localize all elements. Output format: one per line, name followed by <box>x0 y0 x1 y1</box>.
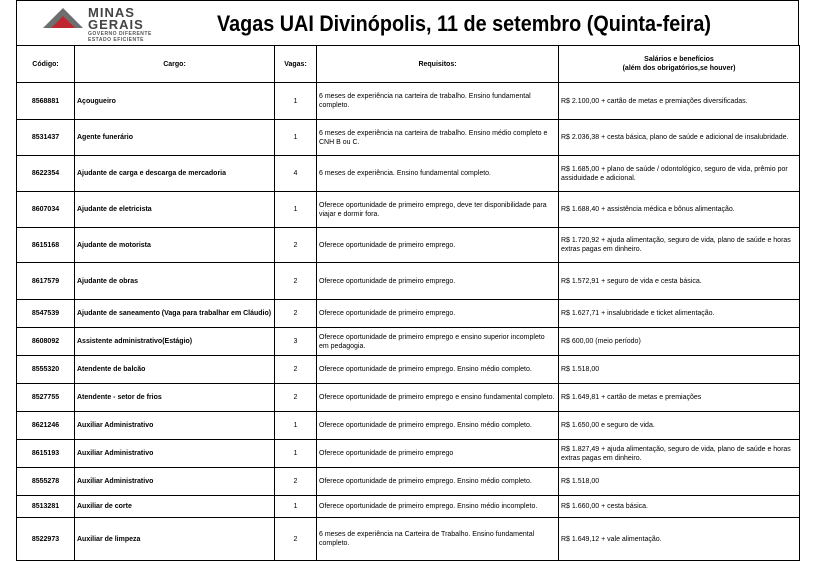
job-requirements: Oferece oportunidade de primeiro emprego. <box>317 228 559 263</box>
table-row <box>17 496 800 518</box>
table-row <box>17 440 800 468</box>
page-header <box>16 0 799 45</box>
job-title: Ajudante de eletricista <box>75 192 275 228</box>
job-requirements: 6 meses de experiência na carteira de trabalho. Ensino fundamental completo. <box>317 83 559 120</box>
logo-tagline1: GOVERNO DIFERENTE <box>88 31 152 37</box>
salarios-header-line2: (além dos obrigatórios,se houver) <box>622 65 736 72</box>
table-row <box>17 120 800 156</box>
job-openings: 1 <box>275 440 317 468</box>
job-requirements: 6 meses de experiência na Carteira de Trabalho. Ensino fundamental completo. <box>317 518 559 561</box>
job-title: Auxiliar Administrativo <box>75 468 275 496</box>
job-title: Atendente - setor de frios <box>75 384 275 412</box>
job-title: Assistente administrativo(Estágio) <box>75 328 275 356</box>
job-code: 8527755 <box>17 384 75 412</box>
job-requirements: Oferece oportunidade de primeiro emprego. Ensino médio incompleto. <box>317 496 559 518</box>
job-salary: R$ 1.627,71 + insalubridade e ticket alimentação. <box>559 300 800 328</box>
job-salary: R$ 1.518,00 <box>559 356 800 384</box>
table-row <box>17 156 800 192</box>
job-openings: 2 <box>275 468 317 496</box>
column-header-requisitos: Requisitos: <box>317 46 559 83</box>
job-code: 8607034 <box>17 192 75 228</box>
job-salary: R$ 1.572,91 + seguro de vida e cesta básica. <box>559 263 800 300</box>
job-openings: 1 <box>275 83 317 120</box>
job-openings: 4 <box>275 156 317 192</box>
column-header-code: Código: <box>17 46 75 83</box>
job-salary: R$ 1.827,49 + ajuda alimentação, seguro de vida, plano de saúde e horas extras pagas em dinheiro. <box>559 440 800 468</box>
job-code: 8555278 <box>17 468 75 496</box>
job-salary: R$ 1.650,00 e seguro de vida. <box>559 412 800 440</box>
table-row <box>17 518 800 561</box>
job-requirements: Oferece oportunidade de primeiro emprego, deve ter disponibilidade para viajar e dormir fora. <box>317 192 559 228</box>
job-title: Ajudante de carga e descarga de mercadoria <box>75 156 275 192</box>
table-row <box>17 468 800 496</box>
job-openings: 1 <box>275 496 317 518</box>
column-header-vagas: Vagas: <box>275 46 317 83</box>
logo-name-line1: MINAS <box>88 5 135 20</box>
job-openings: 1 <box>275 192 317 228</box>
job-salary: R$ 1.688,40 + assistência médica e bônus alimentação. <box>559 192 800 228</box>
job-salary: R$ 1.649,81 + cartão de metas e premiações <box>559 384 800 412</box>
minas-gerais-logo <box>43 3 193 43</box>
job-openings: 2 <box>275 356 317 384</box>
job-title: Ajudante de obras <box>75 263 275 300</box>
job-title: Ajudante de motorista <box>75 228 275 263</box>
job-openings: 2 <box>275 518 317 561</box>
job-requirements: Oferece oportunidade de primeiro emprego. Ensino médio completo. <box>317 412 559 440</box>
column-header-salarios <box>559 46 800 83</box>
job-openings: 2 <box>275 228 317 263</box>
job-title: Auxiliar de corte <box>75 496 275 518</box>
job-salary: R$ 1.720,92 + ajuda alimentação, seguro de vida, plano de saúde e horas extras pagas em dinheiro. <box>559 228 800 263</box>
logo-triangle-icon <box>43 6 83 28</box>
job-code: 8615168 <box>17 228 75 263</box>
job-requirements: Oferece oportunidade de primeiro emprego. Ensino médio completo. <box>317 468 559 496</box>
job-requirements: Oferece oportunidade de primeiro emprego <box>317 440 559 468</box>
job-salary: R$ 2.100,00 + cartão de metas e premiações diversificadas. <box>559 83 800 120</box>
job-code: 8547539 <box>17 300 75 328</box>
job-salary: R$ 1.660,00 + cesta básica. <box>559 496 800 518</box>
job-openings: 1 <box>275 120 317 156</box>
job-title: Ajudante de saneamento (Vaga para trabalhar em Cláudio) <box>75 300 275 328</box>
job-openings: 1 <box>275 412 317 440</box>
job-openings: 3 <box>275 328 317 356</box>
salarios-header-line1: Salários e benefícios <box>644 56 714 63</box>
job-title: Auxiliar de limpeza <box>75 518 275 561</box>
job-title: Açougueiro <box>75 83 275 120</box>
table-row <box>17 328 800 356</box>
job-title: Auxiliar Administrativo <box>75 412 275 440</box>
job-code: 8568881 <box>17 83 75 120</box>
table-row <box>17 384 800 412</box>
jobs-table <box>16 45 800 561</box>
job-openings: 2 <box>275 384 317 412</box>
job-title: Auxiliar Administrativo <box>75 440 275 468</box>
job-openings: 2 <box>275 263 317 300</box>
job-code: 8615193 <box>17 440 75 468</box>
job-openings: 2 <box>275 300 317 328</box>
job-requirements: Oferece oportunidade de primeiro emprego e ensino fundamental completo. <box>317 384 559 412</box>
table-row <box>17 412 800 440</box>
job-code: 8621246 <box>17 412 75 440</box>
job-salary: R$ 1.518,00 <box>559 468 800 496</box>
job-requirements: Oferece oportunidade de primeiro emprego. <box>317 300 559 328</box>
job-requirements: Oferece oportunidade de primeiro emprego e ensino superior incompleto em pedagogia. <box>317 328 559 356</box>
job-salary: R$ 600,00 (meio período) <box>559 328 800 356</box>
job-code: 8531437 <box>17 120 75 156</box>
job-code: 8608092 <box>17 328 75 356</box>
table-row <box>17 263 800 300</box>
logo-tagline2: ESTADO EFICIENTE <box>88 37 144 43</box>
table-row <box>17 300 800 328</box>
job-title: Atendente de balcão <box>75 356 275 384</box>
job-code: 8522973 <box>17 518 75 561</box>
job-requirements: 6 meses de experiência. Ensino fundamental completo. <box>317 156 559 192</box>
table-header-row <box>17 46 800 83</box>
table-row <box>17 192 800 228</box>
job-code: 8555320 <box>17 356 75 384</box>
job-code: 8622354 <box>17 156 75 192</box>
column-header-cargo: Cargo: <box>75 46 275 83</box>
job-title: Agente funerário <box>75 120 275 156</box>
page-title: Vagas UAI Divinópolis, 11 de setembro (Quinta-feira) <box>217 11 712 36</box>
job-salary: R$ 1.649,12 + vale alimentação. <box>559 518 800 561</box>
job-code: 8513281 <box>17 496 75 518</box>
job-requirements: Oferece oportunidade de primeiro emprego. Ensino médio completo. <box>317 356 559 384</box>
job-requirements: 6 meses de experiência na carteira de trabalho. Ensino médio completo e CNH B ou C. <box>317 120 559 156</box>
job-code: 8617579 <box>17 263 75 300</box>
table-row <box>17 228 800 263</box>
table-row <box>17 356 800 384</box>
logo-name-line2: GERAIS <box>88 17 144 32</box>
job-requirements: Oferece oportunidade de primeiro emprego. <box>317 263 559 300</box>
table-row <box>17 83 800 120</box>
job-salary: R$ 2.036,38 + cesta básica, plano de saúde e adicional de insalubridade. <box>559 120 800 156</box>
job-salary: R$ 1.685,00 + plano de saúde / odontológico, seguro de vida, prêmio por assiduidade e adicional. <box>559 156 800 192</box>
